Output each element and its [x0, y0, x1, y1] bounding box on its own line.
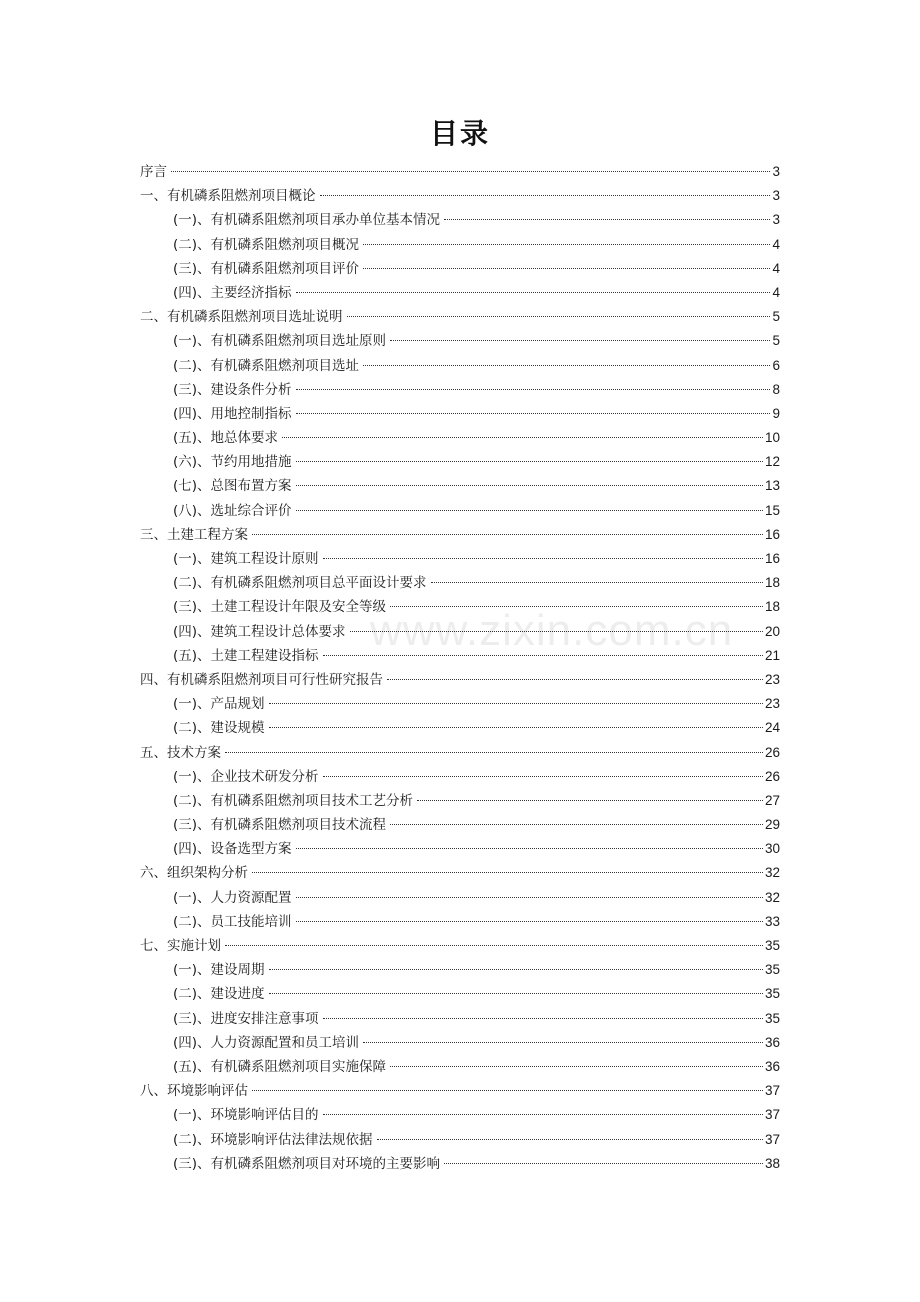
toc-entry-label: (三)、进度安排注意事项 [173, 1010, 319, 1027]
dot-leader [296, 413, 771, 414]
toc-page-number: 23 [764, 696, 780, 712]
toc-subentry[interactable] [140, 982, 780, 1006]
toc-entry-label: (三)、有机磷系阻燃剂项目评价 [173, 260, 360, 277]
dot-leader [269, 969, 763, 970]
toc-entry-label: (二)、有机磷系阻燃剂项目技术工艺分析 [173, 792, 414, 809]
toc-page-number: 16 [764, 551, 780, 566]
toc-entry[interactable] [140, 1079, 780, 1103]
table-of-contents [140, 160, 780, 1176]
toc-page-number: 18 [764, 599, 780, 615]
dot-leader [363, 244, 770, 245]
toc-entry[interactable] [140, 160, 780, 184]
toc-subentry[interactable] [140, 547, 780, 571]
toc-subentry[interactable] [140, 716, 780, 740]
toc-entry-label: (四)、用地控制指标 [173, 405, 292, 422]
dot-leader [296, 389, 771, 390]
toc-subentry[interactable] [140, 620, 780, 644]
toc-page-number: 26 [764, 744, 780, 760]
toc-page-number: 8 [772, 381, 780, 397]
toc-page-number: 27 [764, 792, 780, 808]
toc-entry-label: (一)、产品规划 [173, 696, 265, 713]
dot-leader [390, 606, 763, 607]
toc-page-number: 26 [764, 768, 780, 784]
toc-entry-label: (一)、人力资源配置 [173, 889, 292, 906]
toc-entry-label: (三)、土建工程设计年限及安全等级 [173, 599, 387, 616]
dot-leader [431, 582, 763, 583]
toc-entry-label: 六、组织架构分析 [140, 865, 248, 882]
dot-leader [444, 219, 770, 220]
toc-page-number: 21 [764, 647, 780, 663]
toc-subentry[interactable] [140, 208, 780, 232]
toc-page-number: 12 [764, 454, 780, 470]
toc-subentry[interactable] [140, 837, 780, 861]
toc-page-number: 36 [764, 1058, 780, 1074]
dot-leader [444, 1163, 763, 1164]
dot-leader [269, 993, 763, 994]
toc-page-number: 9 [772, 405, 780, 421]
dot-leader [390, 1066, 763, 1067]
dot-leader [225, 945, 763, 946]
toc-entry-label: 三、土建工程方案 [140, 526, 248, 543]
toc-page-number: 5 [772, 309, 780, 325]
toc-subentry[interactable] [140, 958, 780, 982]
dot-leader [323, 558, 763, 559]
toc-page-number: 35 [764, 986, 780, 1002]
toc-page-number: 3 [772, 164, 780, 179]
toc-entry-label: (七)、总图布置方案 [173, 478, 292, 495]
toc-entry-label: (一)、有机磷系阻燃剂项目承办单位基本情况 [173, 212, 441, 229]
toc-subentry[interactable] [140, 499, 780, 523]
toc-subentry[interactable] [140, 1128, 780, 1152]
toc-subentry[interactable] [140, 1007, 780, 1031]
toc-subentry[interactable] [140, 789, 780, 813]
dot-leader [323, 1114, 763, 1115]
toc-entry[interactable] [140, 861, 780, 885]
toc-page-number: 35 [764, 962, 780, 978]
toc-entry-label: (二)、环境影响评估法律法规依据 [173, 1131, 373, 1148]
toc-entry-label: (五)、有机磷系阻燃剂项目实施保障 [173, 1058, 387, 1075]
dot-leader [282, 437, 763, 438]
dot-leader [269, 727, 763, 728]
toc-entry-label: 八、环境影响评估 [140, 1083, 248, 1100]
toc-subentry[interactable] [140, 595, 780, 619]
toc-page-number: 30 [764, 841, 780, 857]
dot-leader [387, 679, 763, 680]
toc-entry-label: 五、技术方案 [140, 744, 221, 761]
toc-subentry[interactable] [140, 354, 780, 378]
toc-page-number: 35 [764, 1010, 780, 1026]
dot-leader [350, 631, 763, 632]
dot-leader [296, 921, 763, 922]
toc-subentry[interactable] [140, 257, 780, 281]
dot-leader [417, 800, 763, 801]
dot-leader [296, 485, 763, 486]
toc-page-number: 20 [764, 623, 780, 639]
toc-subentry[interactable] [140, 1031, 780, 1055]
toc-page-number: 6 [772, 357, 780, 373]
dot-leader [252, 534, 763, 535]
toc-page-number: 4 [772, 284, 780, 300]
toc-page-number: 38 [764, 1155, 780, 1171]
toc-subentry[interactable] [140, 644, 780, 668]
toc-page-number: 3 [772, 212, 780, 228]
toc-entry[interactable] [140, 523, 780, 547]
toc-page-number: 16 [764, 526, 780, 542]
toc-subentry[interactable] [140, 692, 780, 716]
dot-leader [296, 897, 763, 898]
toc-page-number: 3 [772, 188, 780, 204]
toc-entry-label: 七、实施计划 [140, 938, 221, 954]
toc-page-number: 37 [764, 1131, 780, 1147]
toc-entry-label: (一)、建设周期 [173, 962, 265, 979]
dot-leader [363, 365, 770, 366]
toc-entry-label: (三)、建设条件分析 [173, 381, 292, 398]
toc-page-number: 32 [764, 889, 780, 905]
dot-leader [390, 824, 763, 825]
toc-page-number: 10 [764, 430, 780, 446]
toc-entry-label: (三)、有机磷系阻燃剂项目对环境的主要影响 [173, 1155, 441, 1172]
toc-entry-label: (二)、有机磷系阻燃剂项目总平面设计要求 [173, 575, 427, 592]
toc-entry-label: (四)、人力资源配置和员工培训 [173, 1034, 360, 1051]
toc-page-number: 5 [772, 333, 780, 349]
toc-page-number: 15 [764, 502, 780, 518]
dot-leader [323, 655, 763, 656]
toc-subentry[interactable] [140, 474, 780, 498]
toc-entry-label: (二)、有机磷系阻燃剂项目概况 [173, 236, 360, 253]
toc-subentry[interactable] [140, 910, 780, 934]
toc-page-number: 37 [764, 1107, 780, 1123]
toc-page-number: 23 [764, 671, 780, 687]
toc-subentry[interactable] [140, 813, 780, 837]
toc-entry-label: (二)、建设进度 [173, 986, 265, 1003]
toc-entry-label: (一)、企业技术研发分析 [173, 768, 319, 785]
toc-page-number: 33 [764, 913, 780, 929]
toc-entry-label: (二)、有机磷系阻燃剂项目选址 [173, 357, 360, 374]
dot-leader [320, 195, 771, 196]
toc-subentry[interactable] [140, 886, 780, 910]
toc-subentry[interactable] [140, 281, 780, 305]
toc-page-number: 35 [764, 938, 780, 953]
toc-entry-label: (五)、地总体要求 [173, 430, 279, 447]
toc-subentry[interactable] [140, 450, 780, 474]
toc-entry-label: (四)、主要经济指标 [173, 284, 292, 301]
toc-page-number: 4 [772, 260, 780, 276]
toc-entry[interactable] [140, 741, 780, 765]
toc-subentry[interactable] [140, 1055, 780, 1079]
toc-page-number: 36 [764, 1034, 780, 1050]
toc-subentry[interactable] [140, 1103, 780, 1127]
toc-entry[interactable] [140, 184, 780, 208]
dot-leader [390, 340, 770, 341]
dot-leader [296, 848, 763, 849]
dot-leader [171, 171, 770, 172]
watermark-text: www.zixin.com.cn [370, 606, 734, 655]
toc-subentry[interactable] [140, 765, 780, 789]
toc-entry-label: (八)、选址综合评价 [173, 502, 292, 519]
dot-leader [377, 1139, 763, 1140]
toc-entry-label: (二)、员工技能培训 [173, 913, 292, 930]
toc-page-number: 18 [764, 575, 780, 591]
dot-leader [296, 510, 763, 511]
toc-page-number: 32 [764, 865, 780, 881]
toc-entry-label: 一、有机磷系阻燃剂项目概论 [140, 188, 316, 205]
toc-subentry[interactable] [140, 378, 780, 402]
toc-subentry[interactable] [140, 402, 780, 426]
toc-entry[interactable] [140, 305, 780, 329]
page-title: 目录 [429, 117, 490, 150]
toc-entry-label: 四、有机磷系阻燃剂项目可行性研究报告 [140, 671, 383, 688]
toc-subentry[interactable] [140, 329, 780, 353]
dot-leader [363, 268, 770, 269]
toc-entry-label: 序言 [140, 164, 167, 180]
toc-entry-label: (四)、设备选型方案 [173, 841, 292, 858]
toc-subentry[interactable] [140, 571, 780, 595]
toc-subentry[interactable] [140, 426, 780, 450]
toc-subentry[interactable] [140, 1152, 780, 1176]
dot-leader [323, 1018, 763, 1019]
toc-entry-label: (四)、建筑工程设计总体要求 [173, 623, 346, 640]
dot-leader [296, 292, 771, 293]
toc-page-number: 29 [764, 817, 780, 833]
toc-entry-label: (五)、土建工程建设指标 [173, 647, 319, 664]
dot-leader [252, 872, 763, 873]
dot-leader [323, 776, 763, 777]
dot-leader [363, 1042, 763, 1043]
toc-page-number: 37 [764, 1083, 780, 1099]
toc-entry-label: (六)、节约用地措施 [173, 454, 292, 471]
toc-entry-label: (一)、有机磷系阻燃剂项目选址原则 [173, 333, 387, 350]
toc-entry[interactable] [140, 668, 780, 692]
dot-leader [296, 461, 763, 462]
toc-page-number: 24 [764, 720, 780, 736]
toc-entry-label: 二、有机磷系阻燃剂项目选址说明 [140, 309, 343, 326]
toc-entry-label: (三)、有机磷系阻燃剂项目技术流程 [173, 817, 387, 834]
toc-entry-label: (一)、建筑工程设计原则 [173, 551, 319, 567]
toc-subentry[interactable] [140, 233, 780, 257]
toc-entry-label: (二)、建设规模 [173, 720, 265, 737]
dot-leader [252, 1090, 763, 1091]
dot-leader [347, 316, 771, 317]
dot-leader [269, 703, 763, 704]
dot-leader [225, 752, 763, 753]
toc-page-number: 13 [764, 478, 780, 494]
toc-entry-label: (一)、环境影响评估目的 [173, 1107, 319, 1124]
toc-page-number: 4 [772, 236, 780, 252]
toc-entry[interactable] [140, 934, 780, 958]
